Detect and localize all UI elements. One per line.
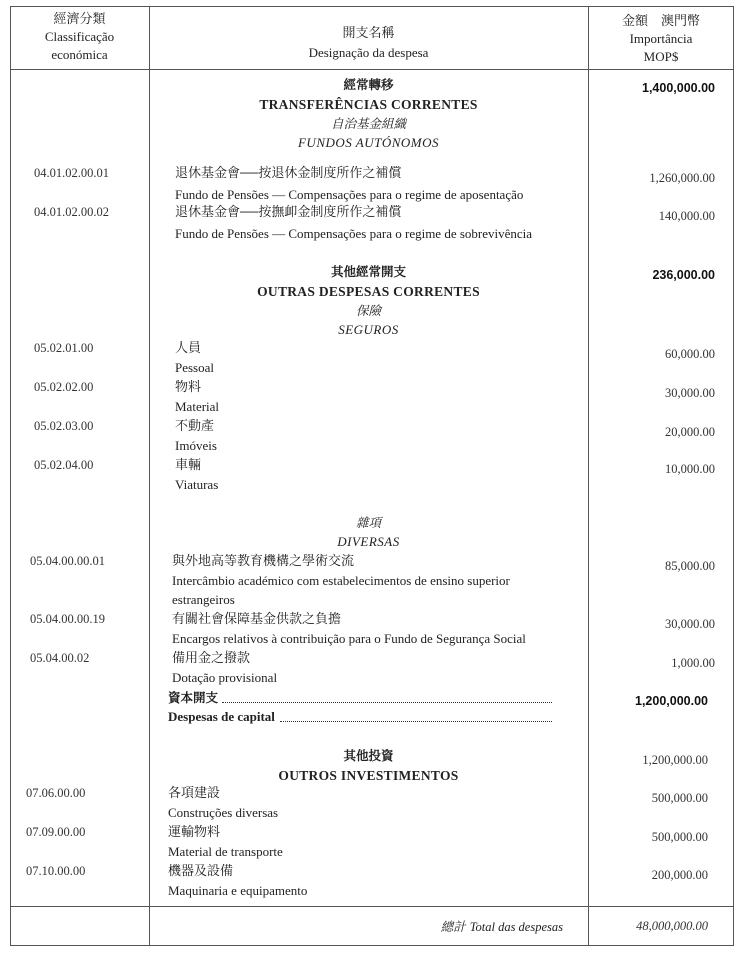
- grand-total-label-pt: Total das despesas: [469, 920, 563, 934]
- line-desc-zh: 備用金之撥款: [172, 650, 251, 665]
- line-code: 07.10.00.00: [26, 864, 86, 878]
- line-amount: 200,000.00: [651, 868, 708, 882]
- grand-total-label-zh: 總計: [440, 920, 466, 934]
- subsection-title-zh: 雜項: [355, 516, 381, 530]
- line-code: 05.04.00.00.01: [30, 554, 105, 568]
- grand-total-label: [400, 918, 563, 936]
- line-amount: 30,000.00: [665, 617, 715, 631]
- section-title-zh: 其他投資: [343, 748, 394, 763]
- line-code: 04.01.02.00.02: [34, 205, 109, 219]
- header-col1-zh: 經濟分類: [53, 11, 106, 26]
- line-desc-pt: Encargos relativos à contribuição para o Fundo de Segurança Social: [172, 631, 526, 646]
- line-amount: 1,000.00: [671, 656, 715, 670]
- header-col1-pt: Classificação: [44, 29, 115, 44]
- line-amount: 60,000.00: [665, 347, 715, 361]
- line-desc-zh: 與外地高等教育機構之學術交流: [172, 553, 355, 568]
- line-desc-pt: Material: [175, 399, 220, 414]
- line-desc-pt: Fundo de Pensões — Compensações para o regime de sobrevivência: [175, 226, 533, 241]
- line-desc-pt: Dotação provisional: [172, 670, 278, 685]
- header-col3-currency: MOP$: [643, 49, 679, 64]
- line-amount: 10,000.00: [665, 462, 715, 476]
- capital-title-zh: 資本開支: [168, 690, 219, 705]
- header-col1-pt-2: económica: [51, 47, 108, 62]
- subsection-title-zh: 自治基金組織: [330, 117, 406, 131]
- leader-dots: [280, 721, 552, 722]
- line-desc-zh: 車輛: [175, 457, 202, 472]
- line-desc-pt: Fundo de Pensões — Compensações para o regime de aposentação: [175, 187, 524, 202]
- header-col2-zh: 開支名稱: [342, 25, 395, 40]
- line-amount: 20,000.00: [665, 425, 715, 439]
- line-desc-zh: 有關社會保障基金供款之負擔: [172, 611, 342, 626]
- subsection-title-pt: FUNDOS AUTÓNOMOS: [297, 135, 439, 150]
- line-code: 05.02.02.00: [34, 380, 94, 394]
- line-amount: 1,260,000.00: [649, 171, 715, 185]
- section-title-zh: 其他經常開支: [330, 264, 406, 279]
- line-desc-zh: 各項建設: [168, 785, 221, 800]
- line-desc-zh: 退休基金會──按撫卹金制度所作之補償: [175, 204, 402, 219]
- section-title-pt: OUTROS INVESTIMENTOS: [278, 768, 459, 783]
- line-code: 05.02.01.00: [34, 341, 94, 355]
- line-desc-zh: 人員: [175, 340, 202, 355]
- line-desc-pt: Maquinaria e equipamento: [168, 883, 308, 898]
- line-desc-pt: Viaturas: [175, 477, 219, 492]
- line-code: 05.02.04.00: [34, 458, 94, 472]
- subsection-title-pt: DIVERSAS: [337, 534, 400, 549]
- line-code: 04.01.02.00.01: [34, 166, 109, 180]
- line-amount: 140,000.00: [658, 209, 715, 223]
- header-col3-zh: 金額 澳門幣: [621, 13, 700, 28]
- line-desc-zh: 不動產: [175, 418, 215, 433]
- footer-divider: [10, 906, 734, 907]
- line-desc-pt: Imóveis: [175, 438, 217, 453]
- line-code: 05.04.00.00.19: [30, 612, 105, 626]
- line-desc-pt: Construções diversas: [168, 805, 279, 820]
- section-title-pt: TRANSFERÊNCIAS CORRENTES: [259, 97, 478, 112]
- line-code: 07.06.00.00: [26, 786, 86, 800]
- line-code: 05.02.03.00: [34, 419, 94, 433]
- line-desc-zh: 物料: [175, 379, 202, 394]
- capital-title-pt: Despesas de capital: [168, 709, 275, 724]
- header-col2-pt: Designação da despesa: [308, 45, 429, 60]
- subsection-title-pt: SEGUROS: [338, 322, 399, 337]
- grand-total-amount: 48,000,000.00: [636, 919, 708, 933]
- header-divider: [10, 69, 734, 70]
- line-desc-zh: 運輸物料: [168, 824, 221, 839]
- subsection-title-zh: 保險: [355, 304, 381, 318]
- line-code: 07.09.00.00: [26, 825, 86, 839]
- section-total: 1,400,000.00: [642, 81, 715, 95]
- line-amount: 30,000.00: [665, 386, 715, 400]
- line-amount: 85,000.00: [665, 559, 715, 573]
- line-desc-pt: Material de transporte: [168, 844, 283, 859]
- capital-total: 1,200,000.00: [635, 694, 708, 708]
- section-title-pt: OUTRAS DESPESAS CORRENTES: [257, 284, 480, 299]
- line-desc-pt: Intercâmbio académico com estabelecimentos de ensino superior: [172, 573, 510, 588]
- section-title-zh: 經常轉移: [343, 77, 394, 92]
- line-amount: 500,000.00: [651, 830, 708, 844]
- line-desc-pt-cont: estrangeiros: [172, 592, 235, 607]
- line-desc-zh: 機器及設備: [168, 863, 234, 878]
- line-desc-pt: Pessoal: [175, 360, 214, 375]
- section-total: 236,000.00: [652, 268, 715, 282]
- line-amount: 500,000.00: [651, 791, 708, 805]
- leader-dots: [222, 702, 552, 703]
- line-desc-zh: 退休基金會──按退休金制度所作之補償: [175, 165, 402, 180]
- header-col3-pt: Importância: [629, 31, 693, 46]
- section-total: 1,200,000.00: [642, 753, 708, 767]
- line-code: 05.04.00.02: [30, 651, 90, 665]
